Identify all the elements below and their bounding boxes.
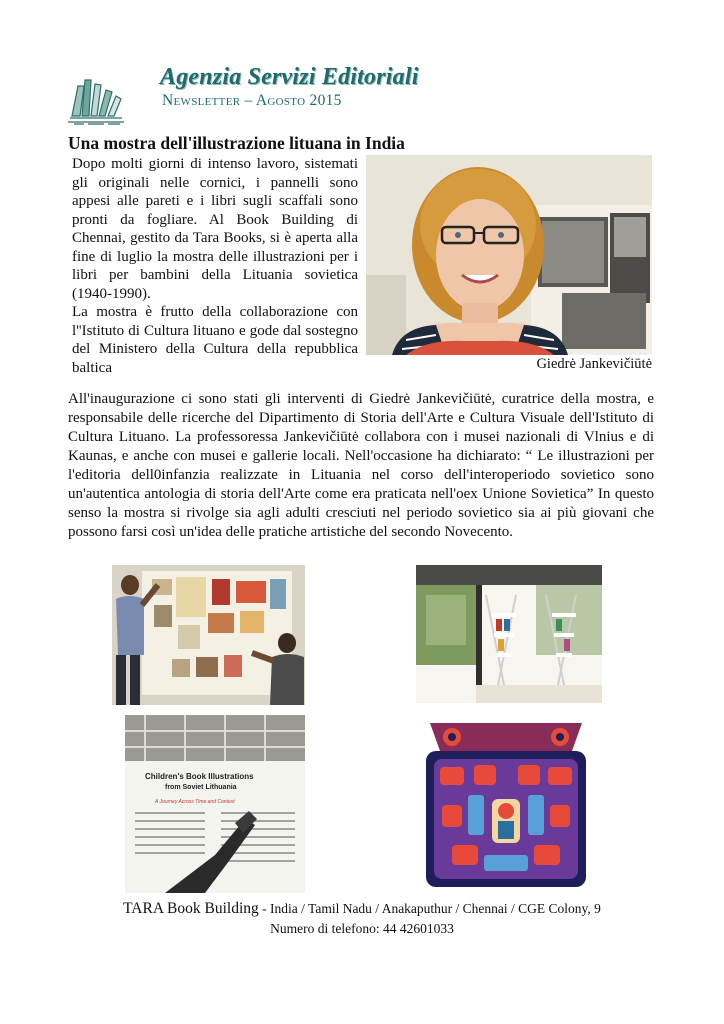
newsletter-title: Agenzia Servizi Editoriali xyxy=(160,64,419,90)
intro-paragraph: La mostra è frutto della collaborazione con l''Istituto di Cultura lituano e gode dal sostegno del Ministero della Cultura della repubblica baltica xyxy=(72,304,358,376)
poster-title: Children's Book Illustrations xyxy=(145,772,254,781)
exhibition-poster-photo xyxy=(125,715,305,893)
exhibition-hanging-photo xyxy=(112,565,305,705)
article-intro xyxy=(72,155,358,377)
poster-subtitle: from Soviet Lithuania xyxy=(165,784,237,791)
footer-address xyxy=(0,900,724,918)
portrait-photo xyxy=(366,155,652,355)
newsletter-subtitle: Newsletter – Agosto 2015 xyxy=(162,92,342,109)
portrait-caption: Giedrė Jankevičiūtė xyxy=(536,356,652,372)
footer-phone: Numero di telefono: 44 42601033 xyxy=(270,921,454,936)
intro-paragraph: Dopo molti giorni di intenso lavoro, sistemati gli originali nelle cornici, i pannelli sono appesi alle pareti e i libri sugli scaffali sono pronti da fogliare. Al Book Building di Chennai, gestito da Tara Books, si è aperta alla fine di luglio la mostra delle illustrazioni per i libri per bambini della Lituania sovietica (1940-1990). xyxy=(72,156,358,302)
bookshelves-photo xyxy=(416,565,602,703)
illustration-artwork-photo xyxy=(422,715,590,891)
footer-venue: TARA Book Building xyxy=(123,900,259,917)
books-logo-icon xyxy=(64,72,128,128)
article-body: All'inaugurazione ci sono stati gli interventi di Giedrė Jankevičiūtė, curatrice della mostra, e responsabile delle ricerche del Dipartimento di Storia dell'Arte e Cultura Visuale dell'Istituto di Cultura Lituano. La professoressa Jankevičiūtė collabora con i musei nazionali di Vlnius e di Kaunas, e anche con musei e gallerie locali. Nell'occasione ha dichiarato: “ Le illustrazioni per l'editoria dell0infanzia realizzate in Lituania nel corso dell'interoperiodo sovietico sono un'autentica antologia di storia dell'Arte come era praticata nell'oex Unione Sovietica” In questo senso la mostra si rivolge sia agli adulti cresciuti nel periodo sovietico sia ai più giovani che possono farsi così un'idea delle pratiche artistiche del secondo Novecento. xyxy=(68,391,654,540)
article-title: Una mostra dell'illustrazione lituana in India xyxy=(68,133,405,153)
footer-location: - India / Tamil Nadu / Anakaputhur / Chennai / CGE Colony, 9 xyxy=(258,901,601,916)
poster-tagline: A Journey Across Time and Context xyxy=(155,799,235,805)
